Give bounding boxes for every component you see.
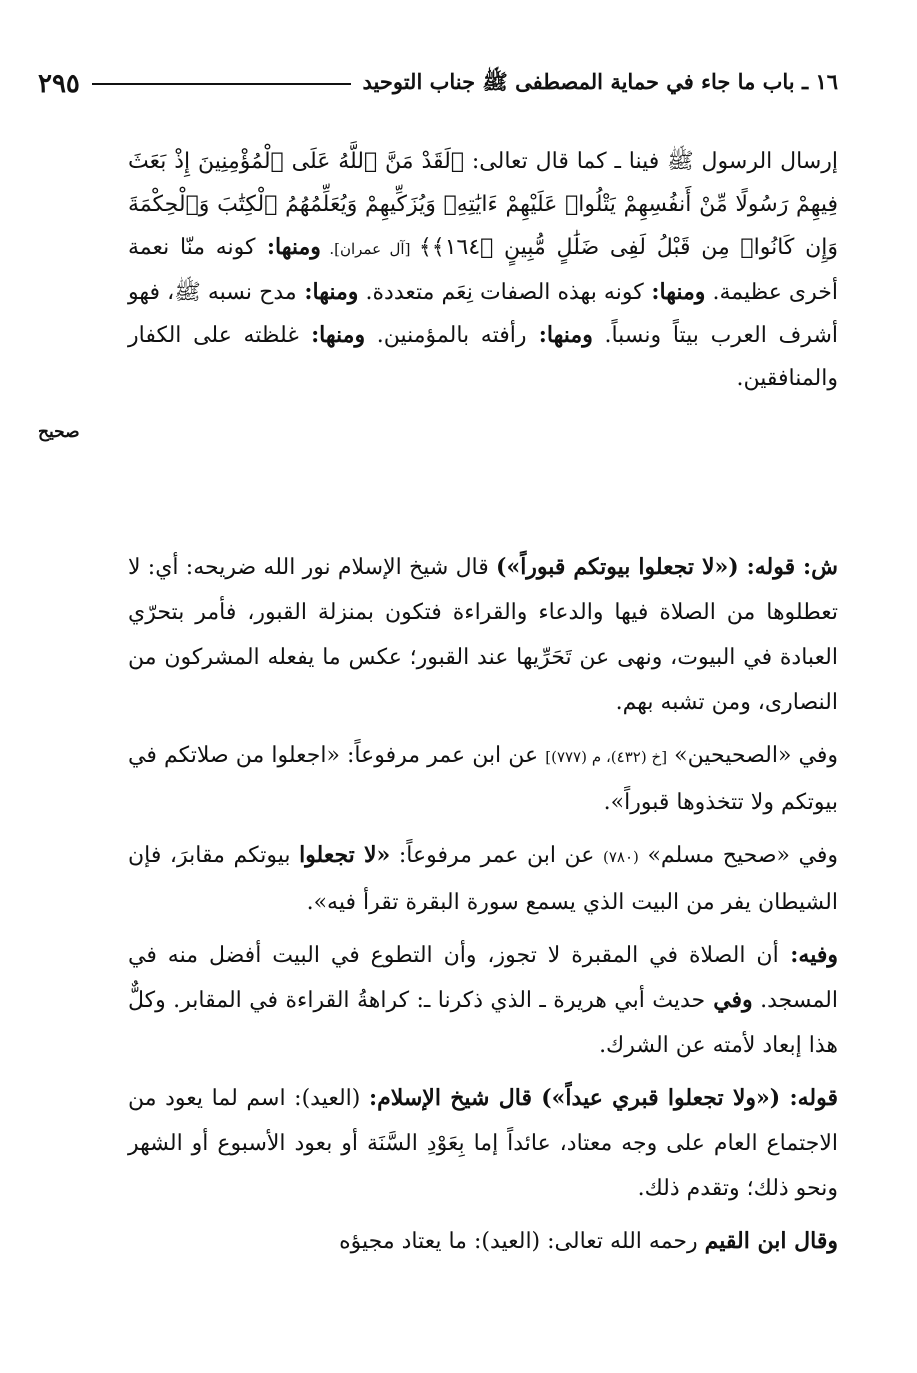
body-text: قال شيخ الإسلام نور الله ضريحه: أي: لا تعطلوها من الصلاة فيها والدعاء والقراءة فتكون بمنزلة القبور، فأمر بتحرّي العبادة في البيوت، ونهى عن تَحَرِّيها عند القبور؛ عكس ما يفعله المشركون من النصارى، ومن تشبه بهم. xyxy=(128,555,838,715)
quoted-hadith: «لا تجعلوا xyxy=(299,842,391,868)
keyword: وقال ابن القيم xyxy=(704,1228,838,1254)
chapter-title: ١٦ ـ باب ما جاء في حماية المصطفى ﷺ جناب التوحيد xyxy=(362,68,838,94)
header-rule xyxy=(92,83,351,85)
page-number: ٢٩٥ xyxy=(38,69,80,99)
body-text: إرسال الرسول ﷺ فينا ـ كما قال تعالى: xyxy=(464,149,838,174)
paragraph xyxy=(128,733,838,825)
body-text: أن الصلاة في المقبرة لا تجوز، وأن التطوع في البيت أفضل منه في المسجد. xyxy=(128,943,838,1013)
page-header xyxy=(38,66,838,102)
body-text: رحمه الله تعالى: (العيد): ما يعتاد مجيؤه xyxy=(339,1229,705,1254)
source-reference: (٧٨٠) xyxy=(603,848,639,866)
verse-reference: [آل عمران]. xyxy=(320,240,419,258)
body-text: (العيد): اسم لما يعود من الاجتماع العام على وجه معتاد، عائداً إما بِعَوْدِ السَّنَة أو بعود الأسبوع أو الشهر ونحو ذلك؛ وتقدم ذلك. xyxy=(128,1086,838,1201)
commentary-top xyxy=(128,140,838,400)
quran-verse: ﴿لَقَدْ مَنَّ ٱللَّهُ عَلَى ٱلْمُؤْمِنِينَ إِذْ بَعَثَ فِيهِمْ رَسُولًا مِّنْ أَنفُسِهِمْ يَتْلُوا۟ عَلَيْهِمْ ءَايَٰتِهِۦ وَيُزَكِّيهِمْ وَيُعَلِّمُهُمُ ٱلْكِتَٰبَ وَٱلْحِكْمَةَ وَإِن كَانُوا۟ مِن قَبْلُ لَفِى ضَلَٰلٍ مُّبِينٍ ﴿١٦٤﴾﴾ xyxy=(128,149,838,260)
quoted-hadith: («لا تجعلوا بيوتكم قبوراً») xyxy=(496,554,739,580)
keyword: وفي xyxy=(705,987,753,1013)
hadith-grade: صحيح xyxy=(38,422,80,442)
paragraph xyxy=(128,545,838,725)
body-text: عن ابن عمر مرفوعاً: «اجعلوا من صلاتكم في بيوتكم ولا تتخذوها قبوراً». xyxy=(128,743,838,815)
body-text: عن ابن عمر مرفوعاً: xyxy=(390,843,603,868)
keyword: وفيه: xyxy=(778,942,838,968)
commentary-bottom xyxy=(128,545,838,1272)
body-text: مدح نسبه ﷺ، فهو أشرف العرب بيتاً ونسباً. xyxy=(128,280,838,348)
body-text: حديث أبي هريرة ـ الذي ذكرنا ـ: كراهةُ القراءة في المقابر. وكلٌّ هذا إبعاد لأمته عن الشرك. xyxy=(128,988,838,1058)
keyword: قوله: xyxy=(780,1085,838,1111)
paragraph xyxy=(128,1219,838,1264)
paragraph xyxy=(128,933,838,1068)
body-text: وفي «صحيح مسلم» xyxy=(638,843,839,868)
paragraph xyxy=(128,1076,838,1211)
body-text: كونه منّا نعمة أخرى عظيمة. xyxy=(128,235,838,305)
quoted-hadith: («ولا تجعلوا قبري عيداً») xyxy=(541,1085,781,1111)
source-reference: [خ (٤٣٢)، م (٧٧٧)] xyxy=(545,748,668,766)
body-text: كونه بهذه الصفات نِعَم متعددة. xyxy=(358,280,644,305)
body-text: وفي «الصحيحين» xyxy=(667,743,838,768)
keyword: ومنها: xyxy=(643,279,706,305)
keyword: ومنها: xyxy=(298,322,366,348)
body-text: بيوتكم مقابرَ، فإن الشيطان يفر من البيت الذي يسمع سورة البقرة تقرأ فيه». xyxy=(128,843,838,915)
body-text: رأفته بالمؤمنين. xyxy=(365,323,527,348)
keyword: ش: قوله: xyxy=(738,554,838,580)
keyword: ومنها: xyxy=(526,322,593,348)
keyword: قال شيخ الإسلام: xyxy=(368,1085,542,1111)
keyword: ومنها: xyxy=(296,279,359,305)
body-text: غلظته على الكفار والمنافقين. xyxy=(128,323,838,391)
paragraph xyxy=(128,833,838,925)
keyword: ومنها: xyxy=(255,234,321,260)
